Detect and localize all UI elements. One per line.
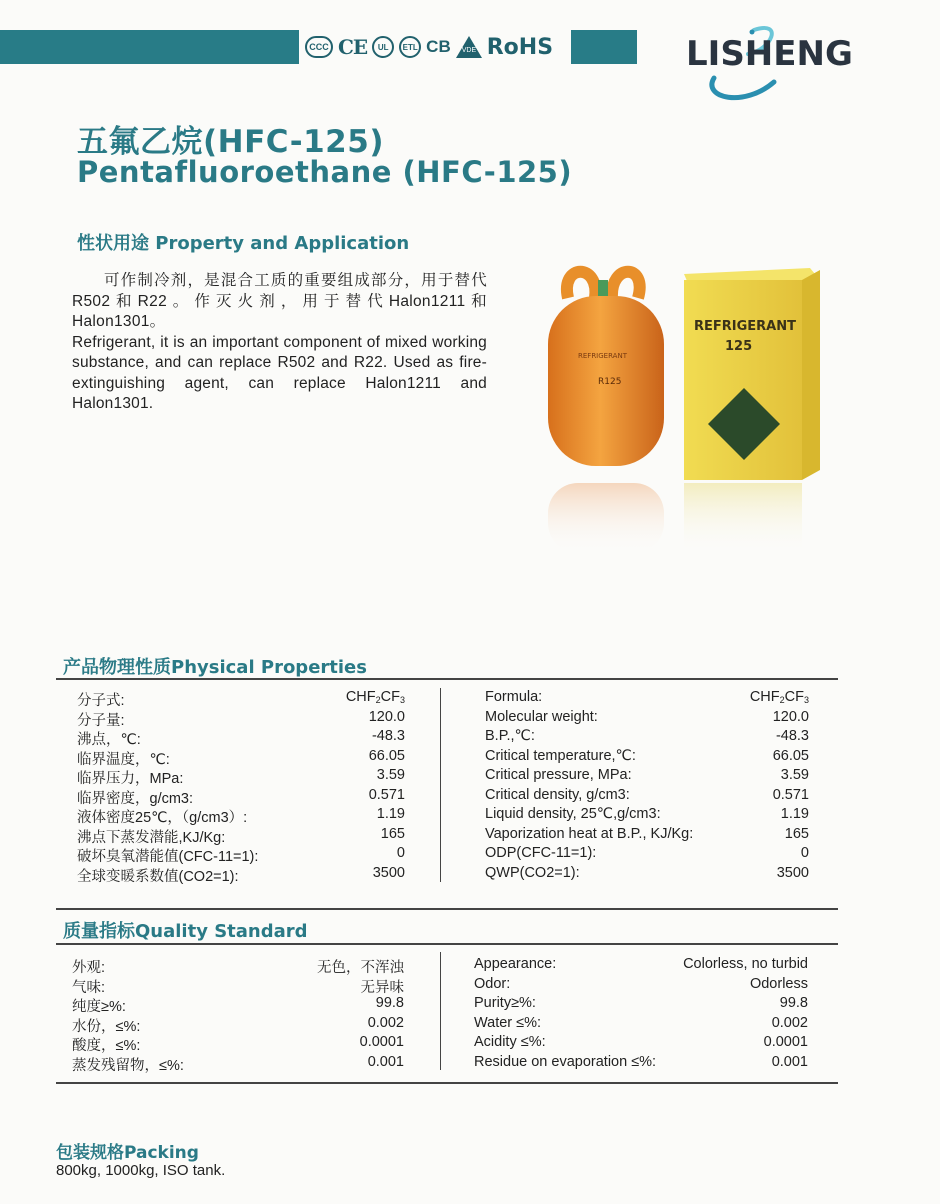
- physical-properties-cn-table: [77, 689, 405, 885]
- table-row: [72, 976, 404, 996]
- box-label-refrigerant: REFRIGERANT: [694, 319, 796, 334]
- row-value: 0: [396, 845, 405, 861]
- row-value: $CHF_2CF_3$: [345, 689, 405, 705]
- table-row: [485, 787, 809, 807]
- row-value: 0.571: [772, 786, 809, 803]
- row-label: 沸点下蒸发潜能,KJ/Kg:: [77, 829, 226, 846]
- row-value: 99.8: [375, 995, 404, 1011]
- table-row: [474, 1034, 808, 1054]
- row-value: 66.05: [368, 747, 405, 764]
- row-label: 沸点，℃:: [77, 732, 141, 748]
- row-value: 0.001: [367, 1053, 404, 1070]
- row-label: 分子式:: [77, 693, 125, 709]
- row-label: 纯度≥%:: [72, 999, 126, 1015]
- row-label: 酸度，≤%:: [72, 1038, 141, 1054]
- row-value: 无异味: [360, 979, 404, 996]
- row-label: 临界温度，℃:: [77, 751, 170, 768]
- row-label: 外观:: [72, 960, 106, 976]
- row-label: Molecular weight:: [485, 708, 598, 725]
- row-label: Water ≤%:: [474, 1014, 542, 1031]
- quality-standard-top-rule: [56, 908, 838, 910]
- ce-mark-icon: CE: [338, 35, 368, 59]
- row-value: 99.8: [779, 995, 808, 1011]
- table-row: [485, 689, 809, 709]
- row-label: 临界压力，MPa:: [77, 771, 184, 787]
- rohs-mark-icon: RoHS: [486, 34, 554, 60]
- row-value: 3500: [372, 864, 405, 881]
- table-row: [77, 806, 405, 826]
- physical-properties-top-rule: [56, 678, 838, 680]
- quality-standard-bottom-rule: [56, 1082, 838, 1084]
- row-label: Odor:: [474, 975, 511, 992]
- header-bar-right: [571, 30, 637, 64]
- row-label: Critical temperature,℃:: [485, 747, 636, 764]
- packing-heading: 包装规格Packing: [56, 1143, 199, 1163]
- row-value: $CHF_2CF_3$: [749, 689, 809, 705]
- row-label: Acidity ≤%:: [474, 1034, 546, 1050]
- table-row: [77, 728, 405, 748]
- cylinder-top-label: REFRIGERANT: [578, 352, 627, 360]
- table-row: [474, 976, 808, 996]
- description-english: Refrigerant, it is an important component of mixed working substance, and can replace R502 and R22. Used as fire-extinguishing agent, can replace Halon1211 and Halon1301.: [72, 333, 487, 412]
- row-label: ODP(CFC-11=1):: [485, 845, 597, 861]
- row-value: 3.59: [376, 767, 405, 783]
- row-value: 0.002: [367, 1014, 404, 1031]
- table-row: [485, 826, 809, 846]
- brand-name: LISHENG: [686, 34, 853, 74]
- row-value: 165: [784, 825, 809, 842]
- description-chinese: 可作制冷剂，是混合工质的重要组成部分，用于替代R502和R22。作灭火剂，用于替代Halon1211和Halon1301。: [72, 272, 487, 330]
- table-row: [485, 845, 809, 865]
- table-row: [72, 995, 404, 1015]
- table-row: [77, 865, 405, 885]
- table-row: [485, 767, 809, 787]
- row-value: 165: [380, 825, 405, 842]
- packing-text: 800kg, 1000kg, ISO tank.: [56, 1162, 226, 1179]
- title-chinese: 五氟乙烷(HFC-125): [77, 124, 384, 160]
- table-row: [485, 748, 809, 768]
- row-label: 分子量:: [77, 712, 125, 729]
- row-label: Liquid density, 25℃,g/cm3:: [485, 806, 661, 822]
- cylinder-label: R125: [598, 377, 622, 387]
- row-value: 120.0: [772, 708, 809, 725]
- row-value: 66.05: [772, 747, 809, 764]
- row-label: QWP(CO2=1):: [485, 864, 580, 881]
- row-label: B.P.,℃:: [485, 728, 535, 744]
- row-label: 气味:: [72, 979, 106, 996]
- table-row: [474, 1015, 808, 1035]
- row-label: 液体密度25℃，（g/cm3）:: [77, 810, 248, 826]
- row-value: Odorless: [749, 975, 808, 992]
- row-value: 0.0001: [359, 1034, 404, 1050]
- table-row: [77, 826, 405, 846]
- quality-standard-heading: 质量指标Quality Standard: [63, 921, 308, 942]
- row-label: 全球变暖系数值(CO2=1):: [77, 868, 239, 885]
- physical-properties-en-table: [485, 689, 809, 885]
- row-label: Residue on evaporation ≤%:: [474, 1053, 657, 1070]
- row-value: 0.0001: [763, 1034, 808, 1050]
- title-english: Pentafluoroethane (HFC-125): [77, 155, 573, 189]
- table-row: [485, 728, 809, 748]
- row-label: 破坏臭氧潜能值(CFC-11=1):: [77, 849, 259, 865]
- table-row: [77, 787, 405, 807]
- table-row: [77, 748, 405, 768]
- row-label: Purity≥%:: [474, 995, 536, 1011]
- table-row: [474, 956, 808, 976]
- row-value: 3500: [776, 864, 809, 881]
- property-application-text: [72, 271, 487, 415]
- row-label: Formula:: [485, 689, 543, 705]
- ul-mark-icon: UL: [372, 36, 394, 58]
- certification-marks: [305, 30, 553, 64]
- row-value: 0.001: [771, 1053, 808, 1070]
- row-value: 无色，不浑浊: [317, 960, 404, 976]
- table-row: [485, 709, 809, 729]
- quality-standard-divider: [440, 952, 441, 1070]
- product-photo: [540, 258, 830, 563]
- row-label: 蒸发残留物，≤%:: [72, 1057, 184, 1074]
- product-illustration: [540, 258, 830, 563]
- table-row: [77, 767, 405, 787]
- cb-mark-icon: CB: [426, 37, 451, 56]
- table-row: [474, 1054, 808, 1074]
- physical-properties-divider: [440, 688, 441, 882]
- vde-mark-icon: [456, 36, 482, 58]
- physical-properties-heading: 产品物理性质Physical Properties: [63, 657, 367, 678]
- table-row: [77, 689, 405, 709]
- table-row: [72, 956, 404, 976]
- box-label-number: 125: [725, 339, 753, 354]
- table-row: [485, 865, 809, 885]
- row-label: Critical density, g/cm3:: [485, 786, 630, 803]
- table-row: [72, 1034, 404, 1054]
- row-value: 0.571: [368, 786, 405, 803]
- row-value: 120.0: [368, 708, 405, 725]
- row-value: -48.3: [775, 728, 809, 744]
- row-label: 水份，≤%:: [72, 1018, 141, 1035]
- row-label: Vaporization heat at B.P., KJ/Kg:: [485, 825, 694, 842]
- row-value: 3.59: [780, 767, 809, 783]
- property-application-heading: 性状用途 Property and Application: [77, 233, 410, 254]
- row-value: 1.19: [780, 806, 809, 822]
- lisheng-logo: [684, 20, 853, 102]
- row-value: -48.3: [371, 728, 405, 744]
- row-value: Colorless, no turbid: [683, 956, 808, 972]
- row-value: 1.19: [376, 806, 405, 822]
- table-row: [72, 1054, 404, 1074]
- etl-mark-icon: ETL: [399, 36, 421, 58]
- row-value: 0: [800, 845, 809, 861]
- table-row: [77, 709, 405, 729]
- row-label: Critical pressure, MPa:: [485, 767, 632, 783]
- quality-standard-en-table: [474, 956, 808, 1078]
- table-row: [485, 806, 809, 826]
- row-value: 0.002: [771, 1014, 808, 1031]
- table-row: [474, 995, 808, 1015]
- ccc-mark-icon: CCC: [305, 36, 333, 58]
- quality-standard-cn-table: [72, 956, 404, 1078]
- table-row: [77, 845, 405, 865]
- header-bar-left: [0, 30, 299, 64]
- row-label: Appearance:: [474, 956, 557, 972]
- quality-standard-header-rule: [56, 943, 838, 945]
- table-row: [72, 1015, 404, 1035]
- vde-mark-label: VDE: [461, 47, 477, 54]
- row-label: 临界密度，g/cm3:: [77, 790, 194, 807]
